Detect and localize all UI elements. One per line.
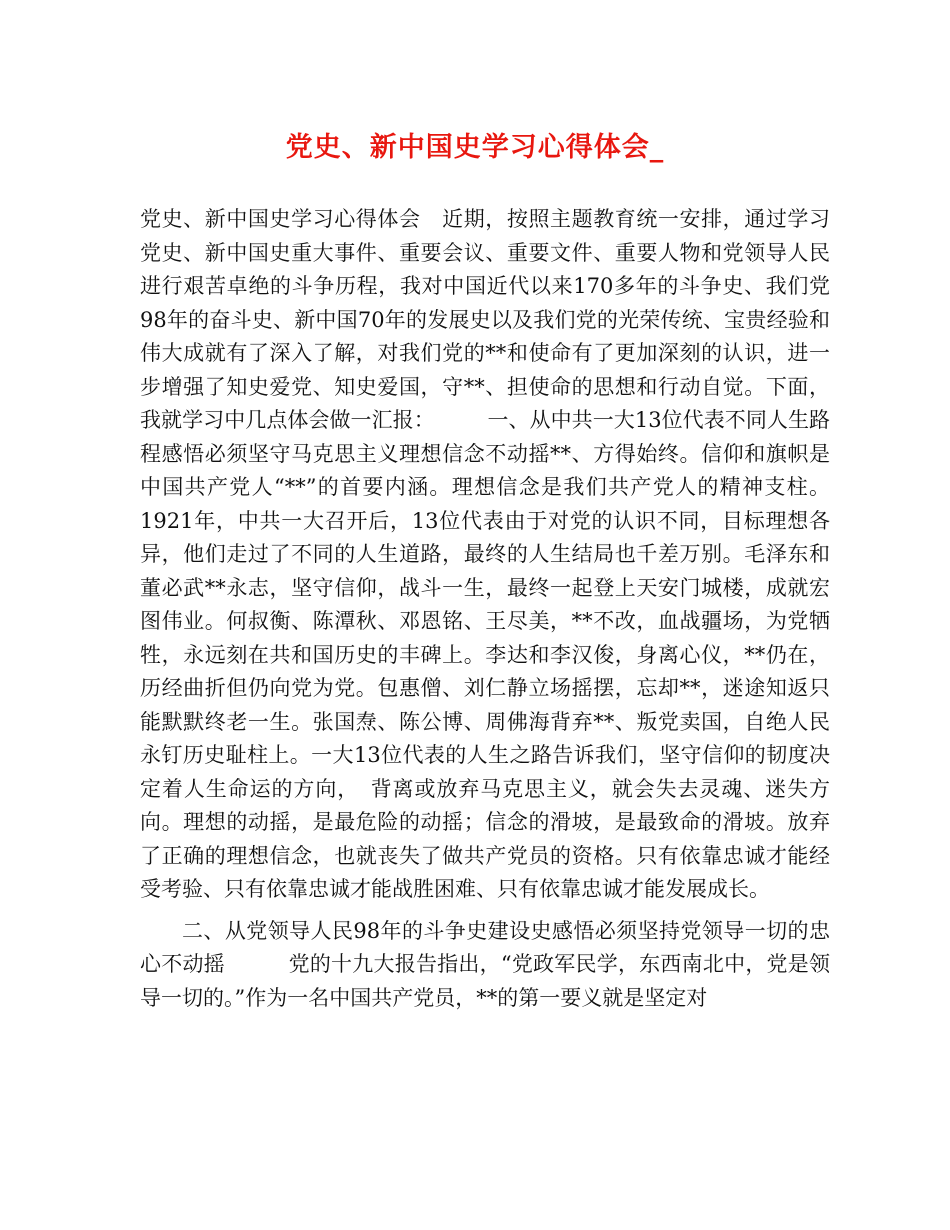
- document-title: 党史、新中国史学习心得体会_: [285, 132, 665, 163]
- document-body: [140, 203, 830, 1015]
- paragraph-2: 二、从党领导人民98年的斗争史建设史感悟必须坚持党领导一切的忠心不动摇 党的十九大报告指出，“党政军民学，东西南北中，党是领导一切的。”作为一名中国共产党员，**的第一要义就是坚定对: [140, 918, 830, 1010]
- paragraph-1: 党史、新中国史学习心得体会 近期，按照主题教育统一安排，通过学习党史、新中国史重大事件、重要会议、重要文件、重要人物和党领导人民进行艰苦卓绝的斗争历程，我对中国近代以来170多年的斗争史、我们党98年的奋斗史、新中国70年的发展史以及我们党的光荣传统、宝贵经验和伟大成就有了深入了解，对我们党的**和使命有了更加深刻的认识，进一步增强了知史爱党、知史爱国，守**、担使命的思想和行动自觉。下面，我就学习中几点体会做一汇报： 一、从中共一大13位代表不同人生路程感悟必须坚守马克思主义理想信念不动摇**、方得始终。信仰和旗帜是中国共产党人“**”的首要内涵。理想信念是我们共产党人的精神支柱。1921年，中共一大召开后，13位代表由于对党的认识不同，目标理想各异，他们走过了不同的人生道路，最终的人生结局也千差万别。毛泽东和董必武**永志，坚守信仰，战斗一生，最终一起登上天安门城楼，成就宏图伟业。何叔衡、陈潭秋、邓恩铭、王尽美，**不改，血战疆场，为党牺牲，永远刻在共和国历史的丰碑上。李达和李汉俊，身离心仪，**仍在，历经曲折但仍向党为党。包惠僧、刘仁静立场摇摆，忘却**，迷途知返只能默默终老一生。张国焘、陈公博、周佛海背弃**、叛党卖国，自绝人民永钉历史耻柱上。一大13位代表的人生之路告诉我们，坚守信仰的韧度决定着人生命运的方向， 背离或放弃马克思主义，就会失去灵魂、迷失方向。理想的动摇，是最危险的动摇；信念的滑坡，是最致命的滑坡。放弃了正确的理想信念，也就丧失了做共产党员的资格。只有依靠忠诚才能经受考验、只有依靠忠诚才能战胜困难、只有依靠忠诚才能发展成长。: [140, 207, 830, 901]
